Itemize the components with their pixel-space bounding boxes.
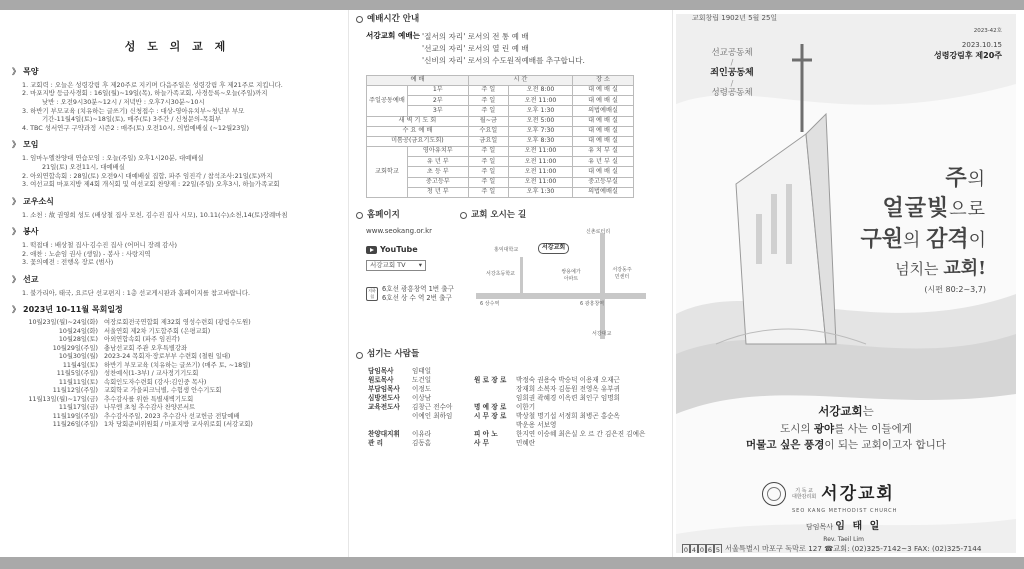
- news-line: 1. 소천 : 故 권영희 성도 (배상철 집사 모친, 김수진 집사 시모), 10.11(수)소천,14(토)장례마침: [22, 210, 288, 219]
- circle-bullet-icon: [356, 212, 363, 219]
- schedule-date: 11월19일(주일): [52, 412, 98, 420]
- fold-line-1: [348, 10, 349, 557]
- staff-role: 명 예 장 로: [474, 402, 507, 411]
- map-label-sangsu: 6 상수역: [480, 301, 500, 308]
- worship-name: 수 요 예 배: [367, 126, 469, 136]
- news-line: 1. 불가리아, 태국, 요르단 선교편지 : 1층 선교게시판과 홈페이지를 참고바랍니다.: [22, 288, 251, 297]
- badge-spirit: 성령공동체: [711, 88, 753, 99]
- circle-bullet-icon: [356, 16, 363, 23]
- worship-cell: 오전 11:00: [508, 96, 572, 106]
- subway-line: 6호선 광흥창역 1번 출구: [382, 284, 455, 293]
- church-logo: 기 독 교 대한감리회 서강교회 SEO KANG METHODIST CHURCH: [762, 482, 895, 506]
- zip-code: [682, 544, 722, 553]
- staff-name: 장재희 소복자 김동원 전영옥 유부귀: [516, 384, 620, 393]
- schedule-date: 11월13일(월)~17일(금): [28, 395, 98, 403]
- schedule-list: [12, 319, 342, 430]
- news-column: [12, 14, 342, 553]
- worship-cell: 월~금: [468, 116, 508, 126]
- staff-name: 박운용 서보영: [516, 420, 557, 429]
- schedule-row: [12, 387, 342, 396]
- section-heading: 》 선교: [12, 275, 39, 284]
- schedule-row: [12, 370, 342, 379]
- worship-cell: 중고등부: [407, 177, 468, 187]
- schedule-date: 10월24일(화): [58, 327, 98, 335]
- intro-line: '신비의 자리' 로서의 수도원적예배를 추구합니다.: [422, 56, 585, 65]
- worship-intro: 서강교회 예배는 '질서의 자리' 로서의 전 통 예 배 '선교의 자리' 로서의 열 린 예 배 '신비의 자리' 로서의 수도원적예배를 추구합니다.: [366, 31, 585, 65]
- worship-cell: 오전 11:00: [508, 147, 572, 157]
- community-badges: 선교공동체 / 죄인공동체 / 성령공동체: [702, 48, 762, 99]
- subway-icon: 지하철: [366, 287, 378, 301]
- news-section: [12, 275, 342, 297]
- church-name: 서강교회: [821, 483, 895, 504]
- zip-digit: 5: [715, 546, 721, 553]
- schedule-row: [12, 362, 342, 371]
- staff-row: [368, 403, 668, 412]
- worship-cell: 대 예 배 실: [573, 116, 634, 126]
- schedule-row: [12, 328, 342, 337]
- news-section: [12, 140, 342, 188]
- staff-row: [368, 421, 668, 430]
- schedule-row: [12, 421, 342, 430]
- schedule-event: 1차 당회준비위원회 / 마포지방 교사위로회 (서강교회): [104, 421, 253, 429]
- staff-role: 부담임목사: [368, 384, 400, 393]
- worship-cell: 초 등 부: [407, 167, 468, 177]
- worship-cell: 대 예 배 실: [573, 136, 634, 146]
- schedule-row: [12, 379, 342, 388]
- worship-cell: 대 예 배 실: [573, 167, 634, 177]
- staff-name: 박정숙 권용숙 박승덕 이용재 오재근: [516, 375, 620, 384]
- staff-name: 민혜란: [516, 438, 536, 447]
- worship-table: [366, 75, 634, 198]
- map-road-horizontal: [476, 293, 646, 299]
- staff-role: 시 무 장 로: [474, 411, 507, 420]
- map-road-side: [520, 257, 523, 297]
- staff-row: [368, 394, 668, 403]
- schedule-row: [12, 336, 342, 345]
- worship-cell: 오후 7:30: [508, 126, 572, 136]
- cover-column: [676, 14, 1016, 553]
- staff-row: [368, 367, 668, 376]
- chevron-down-icon: ▾: [418, 260, 422, 269]
- staff-row: [368, 376, 668, 385]
- worship-cell: 영아유치부: [407, 147, 468, 157]
- arrow-icon: 》: [12, 196, 20, 206]
- staff-role: 찬양대지휘: [368, 429, 400, 438]
- worship-row: [367, 85, 634, 95]
- staff-role: 심방전도사: [368, 393, 400, 402]
- staff-role: [368, 412, 412, 421]
- directions-heading: 교회 오시는 길: [460, 210, 660, 221]
- methodist-seal-icon: [762, 482, 786, 506]
- worship-cell: 오후 8:30: [508, 136, 572, 146]
- homepage-block: [356, 210, 460, 339]
- church-name-en: SEO KANG METHODIST CHURCH: [792, 508, 898, 514]
- news-title: 성 도 의 교 제: [124, 40, 230, 53]
- news-line: 1. 교회력 : 오늘은 성령강림 후 제20주로 지키며 다음주일은 성령강림 후 제21주로 지킵니다.: [22, 80, 283, 89]
- zip-digit: 0: [699, 546, 705, 553]
- church-vision: 서강교회는 도시의 광야를 사는 이들에게 머물고 싶은 풍경이 되는 교회이고자 합니다: [746, 404, 946, 451]
- fold-line-2: [672, 10, 673, 557]
- worship-cell: 주 일: [468, 157, 508, 167]
- schedule-event: 추수감사주일, 2023 추수감사 선교헌금 전달예배: [104, 412, 240, 420]
- news-line: 2. 아외연합속회 : 28일(토) 오전9시 대예배실 집합, 파주 임진각 / 참석조사:21일(토)까지: [22, 171, 273, 180]
- worship-cell: 1부: [407, 85, 468, 95]
- schedule-heading: 》 2023년 10-11월 목회일정: [12, 305, 123, 315]
- staff-name: [412, 421, 474, 430]
- news-section: [12, 67, 342, 133]
- staff-heading: 섬기는 사람들: [356, 349, 668, 360]
- table-header: 장 소: [573, 75, 634, 85]
- staff-name: 이유라: [412, 429, 432, 438]
- worship-cell: 주 일: [468, 177, 508, 187]
- worship-cell: 오전 11:00: [508, 177, 572, 187]
- arrow-icon: 》: [12, 227, 20, 237]
- schedule-date: 11월12일(주일): [52, 387, 98, 395]
- year-slogan: 주의 얼굴빛으로 구원의 감격이 넘치는 교회! (시편 80:2~3,7): [860, 165, 986, 295]
- schedule-event: 추수감사를 위한 특별새벽기도회: [104, 395, 194, 403]
- section-heading: 》 목양: [12, 66, 39, 76]
- worship-cell: 2부: [407, 96, 468, 106]
- schedule-row: [12, 396, 342, 405]
- worship-cell: 대 예 배 실: [573, 85, 634, 95]
- worship-cell: 금요일: [468, 136, 508, 146]
- bottom-bar: [0, 557, 1024, 569]
- news-section: [12, 197, 342, 219]
- staff-role: [474, 394, 516, 403]
- worship-cell: 주 일: [468, 96, 508, 106]
- staff-name: 이상남: [412, 393, 432, 402]
- staff-name: 김동흠: [412, 438, 432, 447]
- staff-name: 박상철 명기섭 서정희 최병곤 홍순옥: [516, 411, 620, 420]
- staff-role: [474, 367, 516, 376]
- worship-cell: 청 년 부: [407, 187, 468, 197]
- worship-cell: 유 년 부: [407, 157, 468, 167]
- worship-cell: 의법예배실: [573, 187, 634, 197]
- badge-mission: 선교공동체: [711, 48, 753, 58]
- worship-cell: 주 일: [468, 167, 508, 177]
- news-line: 3. 하반기 부모교육 (치유하는 글쓰기) 신청접수 : 대상-영아유치부~청년부 부모: [22, 106, 245, 115]
- badge-sinner: 죄인공동체: [710, 67, 754, 78]
- directions-block: [460, 210, 660, 339]
- staff-row: [368, 412, 668, 421]
- worship-cell: 수요일: [468, 126, 508, 136]
- worship-cell: 주 일: [468, 187, 508, 197]
- worship-name: 미톰공(금요기도회): [367, 136, 469, 146]
- staff-role: 관 리: [368, 438, 384, 447]
- schedule-row: [12, 319, 342, 328]
- intro-line: '질서의 자리' 로서의 전 통 예 배: [422, 32, 529, 42]
- map-label-center: 서강동주민센터: [612, 267, 632, 281]
- scripture-ref: (시편 80:2~3,7): [924, 285, 986, 295]
- church-pin: 서강교회: [538, 243, 569, 253]
- map-road-vertical: [600, 233, 605, 339]
- issue-date: 2023.10.15: [961, 41, 1002, 50]
- school-row: [367, 147, 634, 157]
- news-sections: [12, 67, 342, 298]
- schedule-date: 11월4일(토): [62, 361, 98, 369]
- staff-row: [368, 385, 668, 394]
- youtube-link[interactable]: YouTube: [366, 245, 460, 256]
- staff-row: [368, 430, 668, 439]
- schedule-date: 10월28일(토): [58, 336, 98, 344]
- worship-cell: 오전 11:00: [508, 167, 572, 177]
- map-label-bridge: 서강대교: [592, 331, 612, 338]
- schedule-date: 11월11일(토): [58, 378, 98, 386]
- youtube-icon: [366, 246, 377, 254]
- worship-cell: 의법예배실: [573, 106, 634, 116]
- staff-name: 이예인 최하임: [412, 411, 453, 420]
- founding-date: 교회창립 1902년 5월 25일: [692, 14, 778, 22]
- worship-cell: 대 예 배 실: [573, 96, 634, 106]
- subway-line: 6호선 상 수 역 2번 출구: [382, 294, 452, 303]
- map-label-apt: 쌍용예가아파트: [561, 269, 581, 283]
- tv-channel-select[interactable]: 서강교회 TV ▾: [366, 260, 426, 271]
- staff-list: [368, 367, 668, 448]
- schedule-row: [12, 413, 342, 422]
- worship-row: [367, 126, 634, 136]
- worship-cell: 오전 11:00: [508, 157, 572, 167]
- schedule-row: [12, 404, 342, 413]
- news-line: 4. TBC 성서연구 구약과정 시즌2 : 매주(토) 오전10시, 의법예배실 (~12월23일): [22, 123, 249, 132]
- news-line: 낮반 : 오전9시30분~12시 / 저녁반 : 오후7시30분~10시: [42, 97, 205, 106]
- schedule-event: 2023-24 목회자·장로부부 수련회 (철원 일대): [104, 353, 231, 361]
- table-header: 예 배: [367, 75, 469, 85]
- schedule-row: [12, 345, 342, 354]
- school-group: 교회학교: [367, 147, 408, 198]
- map-label-gwangheung: 6 광흥창역: [580, 301, 605, 308]
- news-line: 기간-11월4일(토)~18일(토), 매주(토) 3주간 / 신청문의-목회부: [42, 115, 221, 124]
- schedule-date: 10월30일(월): [58, 353, 98, 361]
- worship-row: [367, 136, 634, 146]
- school-row: [367, 177, 634, 187]
- schedule-event: 속회인도자수련회 (강사:김인중 목사): [104, 378, 207, 386]
- table-header: 시 간: [468, 75, 572, 85]
- news-section: [12, 227, 342, 267]
- worship-cell: 오후 1:30: [508, 106, 572, 116]
- liturgical-week: 성령강림후 제20주: [933, 50, 1002, 60]
- zip-digit: 6: [707, 546, 713, 553]
- worship-cell: 주 일: [468, 147, 508, 157]
- zip-digit: 4: [691, 546, 697, 553]
- staff-role: 교육전도사: [368, 402, 400, 411]
- schedule-date: 11월17일(금): [58, 404, 98, 412]
- intro-line: '선교의 자리' 로서의 열 린 예 배: [422, 44, 529, 54]
- info-column: [356, 14, 668, 553]
- location-map: [460, 227, 656, 339]
- worship-heading: 예배시간 안내: [356, 14, 668, 25]
- circle-bullet-icon: [356, 352, 363, 359]
- schedule-date: 10월23일(월)~24일(화): [28, 319, 98, 327]
- schedule-event: 여장로회전국연합회 제32회 영성수련회 (광림수도원): [104, 319, 251, 327]
- schedule-event: 성찬예식(1-3부) / 교사정기기도회: [104, 370, 199, 378]
- schedule-event: 나무엔 초청 추수감사 찬양콘서트: [104, 404, 196, 412]
- top-bar: [0, 0, 1024, 10]
- worship-row: [367, 116, 634, 126]
- schedule-event: 하반기 부모교육 (치유하는 글쓰기) (매주 토, ~18일): [104, 361, 251, 369]
- arrow-icon: 》: [12, 140, 20, 150]
- worship-cell: 중고등부실: [573, 177, 634, 187]
- news-line: 2. 마포지방 등급사경회 : 16일(월)~19일(목), 하늘가족교회, 사경등록~오늘(주일)까지: [22, 89, 268, 98]
- worship-cell: 대 예 배 실: [573, 126, 634, 136]
- worship-cell: 오전 8:00: [508, 85, 572, 95]
- staff-role: [474, 385, 516, 394]
- staff-row: [368, 439, 668, 448]
- worship-group: 주일공동예배: [367, 85, 408, 116]
- section-heading: 》 교우소식: [12, 196, 54, 206]
- arrow-icon: 》: [12, 66, 20, 76]
- pastor-info: 담임목사 임 태 일 Rev. Taeil Lim: [806, 521, 882, 543]
- homepage-heading: 홈페이지: [356, 210, 460, 221]
- section-heading: 》 봉사: [12, 227, 39, 237]
- staff-name: 김창근 전수아: [412, 402, 453, 411]
- arrow-icon: 》: [12, 275, 20, 284]
- circle-bullet-icon: [460, 212, 467, 219]
- worship-cell: 주 일: [468, 106, 508, 116]
- staff-role: [368, 421, 412, 430]
- schedule-row: [12, 353, 342, 362]
- schedule-date: 10월29일(주일): [52, 344, 98, 352]
- staff-role: [474, 421, 516, 430]
- section-heading: 》 모임: [12, 140, 39, 150]
- map-label-sinchon: 신촌로터리: [586, 229, 611, 236]
- staff-name: 이정도: [412, 384, 432, 393]
- schedule-date: 11월5일(주일): [56, 370, 98, 378]
- staff-name: 한지연 이승혜 최은실 오 르 간 김은진 김예은: [516, 429, 646, 438]
- news-line: 3. 여선교회 마포지방 제4회 개식회 및 여선교회 찬양제 : 22일(주일) 오후3시, 하늘가족교회: [22, 180, 280, 189]
- staff-role: 담임목사: [368, 366, 394, 375]
- schedule-event: 교회학교 가을피크닉별, 수험생 안수기도회: [104, 387, 222, 395]
- schedule-section: [12, 305, 342, 429]
- staff-role: 원로목사: [368, 375, 394, 384]
- schedule-event: 충남선교회 주관 오후특별강좌: [104, 344, 188, 352]
- worship-name: 새 벽 기 도 회: [367, 116, 469, 126]
- map-label-hongik: 홍익대학교: [494, 247, 519, 254]
- worship-cell: 유 년 부 실: [573, 157, 634, 167]
- worship-row: [367, 96, 634, 106]
- staff-name: 임태일: [412, 366, 432, 375]
- school-row: [367, 157, 634, 167]
- school-row: [367, 187, 634, 197]
- news-line: 3. 꽃의예전 : 전행옥 장로 (범사): [22, 258, 114, 267]
- zip-digit: 0: [683, 546, 689, 553]
- worship-cell: 오전 5:00: [508, 116, 572, 126]
- issue-number: 2023-42호: [973, 28, 1002, 34]
- worship-row: [367, 106, 634, 116]
- staff-role: 사 무: [474, 438, 490, 447]
- map-label-school: 서강초등학교: [486, 271, 515, 278]
- staff-name: 도건일: [412, 375, 432, 384]
- schedule-event: 아외연합속회 (파주 임진각): [104, 336, 180, 344]
- school-row: [367, 167, 634, 177]
- worship-cell: 오후 1:30: [508, 187, 572, 197]
- links-and-map: [356, 210, 668, 339]
- schedule-date: 11월26일(주일): [52, 421, 98, 429]
- news-line: 1. 떡접대 : 배상철 집사·김수진 집사 (어머니 장례 감사): [22, 241, 177, 250]
- subway-info: [366, 285, 460, 304]
- schedule-event: 서울연회 제2차 기도합주회 (은평교회): [104, 327, 211, 335]
- staff-role: 원 로 장 로: [474, 375, 507, 384]
- homepage-link[interactable]: www.seokang.or.kr: [366, 227, 432, 236]
- issue-meta: [934, 28, 1002, 62]
- staff-name: 이한기: [516, 402, 536, 411]
- news-line: 1. 임마누엘찬양대 연습모임 : 오늘(주일) 오후1시20분, 대예배실: [22, 154, 204, 163]
- worship-cell: 3부: [407, 106, 468, 116]
- worship-cell: 주 일: [468, 85, 508, 95]
- staff-section: [356, 349, 668, 447]
- news-line: 2. 애찬 : 노순임 권사 (생일) - 봉사 : 사랑지역: [22, 249, 151, 258]
- staff-role: 피 아 노: [474, 429, 498, 438]
- staff-name: 임희권 곽혜경 이옥련 최인구 임명희: [516, 393, 620, 402]
- worship-cell: 유 치 부 실: [573, 147, 634, 157]
- contact-address: 0 4 0 6 5 서울특별시 마포구 독막로 127 ☎교회: (02)325-7142~3 FAX: (02)325-7144: [683, 544, 982, 553]
- news-line: 21일(토) 오전11시, 대예배실: [42, 162, 125, 171]
